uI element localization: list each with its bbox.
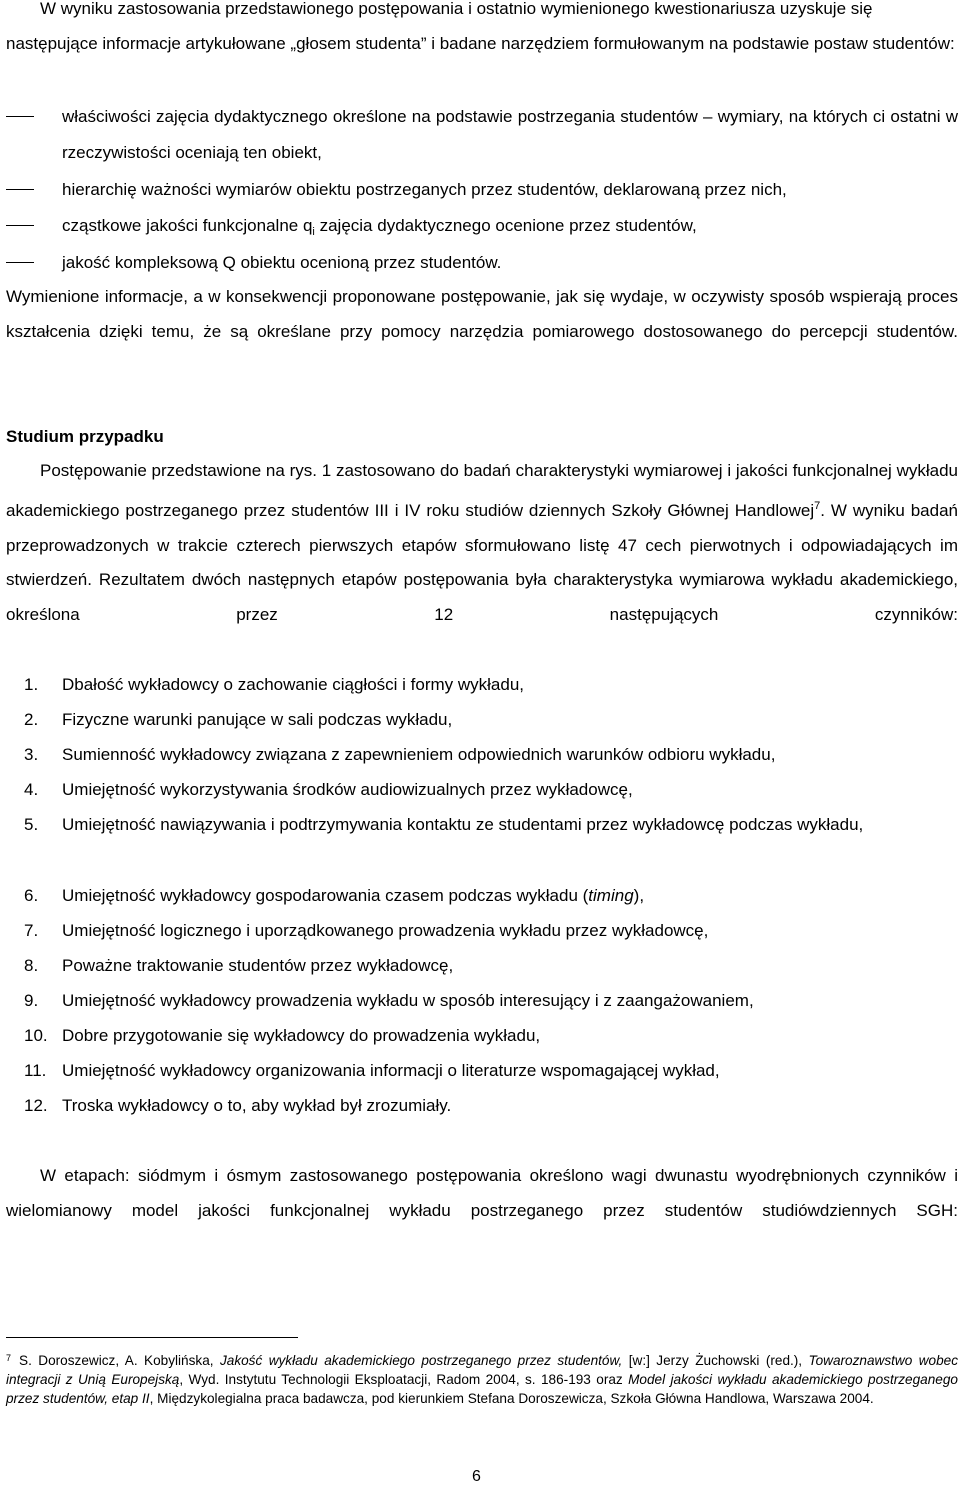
bullet-list — [0, 99, 960, 281]
factor-list — [0, 667, 960, 1123]
list-number: 10. — [24, 1025, 48, 1045]
list-number: 1. — [24, 675, 39, 694]
footnote-text: , Międzykolegialna praca badawcza, pod kierunkiem Stefana Doroszewicza, Szkoła Główna Handlowa, Warszawa 2004. — [149, 1391, 874, 1406]
case-study-text-tail: . W wyniku badań przeprowadzonych w trakcie czterech pierwszych etapów sformułowano listę 47 cech pierwotnych i odpowiadających im stwierdzeń. Rezultatem dwóch następnych etapów postępowania była charakterystyka wymiarowa wykładu akademickiego, określona przez 12 następujących czynników: — [6, 500, 958, 625]
footnote — [6, 1349, 958, 1408]
list-text: Troska wykładowcy o to, aby wykład był zrozumiały. — [62, 1096, 452, 1116]
list-text-tail: ), — [633, 885, 645, 905]
page-number: 6 — [472, 1468, 481, 1485]
list-number: 12. — [24, 1096, 48, 1116]
bullet-text-tail: zajęcia dydaktycznego ocenione przez studentów, — [314, 216, 697, 236]
dash-marker — [6, 225, 34, 226]
paragraph-2: Wymienione informacje, a w konsekwencji proponowane postępowanie, jak się wydaje, w oczywisty sposób wspierają proces kształcenia dzięki temu, że są określane przy pomocy narzędzia pomiarowego dostosowanego do percepcji studentów. — [6, 287, 958, 341]
footnote-divider — [6, 1337, 298, 1338]
list-text: Sumienność wykładowcy związana z zapewnieniem odpowiednich warunków odbioru wykładu, — [62, 745, 776, 765]
footnote-title: Model jakości wykładu akademickiego postrzeganego przez studentów, etap II — [6, 1372, 958, 1406]
list-number: 6. — [24, 885, 39, 905]
case-study-paragraph — [6, 454, 958, 633]
list-item — [0, 667, 960, 702]
list-number: 5. — [24, 815, 39, 835]
footnote-mark: 7 — [6, 1353, 12, 1363]
footnote-ref[interactable]: 7 — [814, 499, 821, 512]
list-item — [0, 807, 960, 877]
list-item — [0, 702, 960, 737]
list-item — [0, 878, 960, 913]
list-text: Poważne traktowanie studentów przez wykładowcę, — [62, 955, 454, 975]
footnote-title: Towaroznawstwo wobec integracji z Unią Europejską — [6, 1353, 958, 1387]
list-number: 7. — [24, 920, 39, 940]
list-item — [0, 737, 960, 772]
list-number: 9. — [24, 990, 39, 1010]
closing-paragraph: W etapach: siódmym i ósmym zastosowanego postępowania określono wagi dwunastu wyodrębnionych czynników i wielomianowy model jakości funkcjonalnej wykładu postrzeganego przez studentów studiówdziennych SGH: — [6, 1166, 958, 1220]
bullet-item — [0, 208, 960, 244]
list-text: Umiejętność wykładowcy gospodarowania czasem podczas wykładu ( — [62, 885, 589, 905]
list-number: 11. — [24, 1061, 47, 1081]
list-text: Dobre przygotowanie się wykładowcy do prowadzenia wykładu, — [62, 1025, 541, 1045]
bullet-text: jakość kompleksową Q obiektu ocenioną przez studentów. — [62, 252, 502, 272]
dash-marker — [6, 189, 34, 190]
dash-marker — [6, 116, 34, 117]
list-text: Umiejętność wykorzystywania środków audiowizualnych przez wykładowcę, — [62, 780, 633, 800]
bullet-item — [0, 99, 960, 172]
list-number: 4. — [24, 780, 39, 800]
list-number: 2. — [24, 710, 39, 730]
list-item — [0, 983, 960, 1018]
list-item — [0, 948, 960, 983]
list-text: Dbałość wykładowcy o zachowanie ciągłości i formy wykładu, — [62, 675, 525, 694]
list-number: 3. — [24, 745, 39, 765]
list-number: 8. — [24, 955, 39, 975]
list-text: Umiejętność logicznego i uporządkowanego prowadzenia wykładu przez wykładowcę, — [62, 920, 709, 940]
list-item — [0, 1053, 960, 1088]
subscript-index: i — [312, 226, 315, 239]
list-item — [0, 1018, 960, 1053]
list-item — [0, 1088, 960, 1123]
list-text: Umiejętność nawiązywania i podtrzymywania kontaktu ze studentami przez wykładowcę podczas wykładu, — [62, 815, 864, 835]
dash-marker — [6, 262, 34, 263]
bullet-item — [0, 245, 960, 281]
footnote-title: Jakość wykładu akademickiego postrzeganego przez studentów, — [219, 1353, 623, 1368]
list-item — [0, 913, 960, 948]
footnote-text: [w:] Jerzy Żuchowski (red.), — [622, 1353, 809, 1368]
bullet-text: hierarchię ważności wymiarów obiektu postrzeganych przez studentów, deklarowaną przez nich, — [62, 179, 787, 199]
section-heading: Studium przypadku — [6, 427, 164, 446]
case-study-text: Postępowanie przedstawione na rys. 1 zastosowano do badań charakterystyki wymiarowej i jakości funkcjonalnej wykładu akademickiego postrzeganego przez studentów III i IV roku studiów dziennych Szkoły Głównej Handlowej — [6, 461, 958, 520]
list-text: Umiejętność wykładowcy prowadzenia wykładu w sposób interesujący i z zaangażowaniem, — [62, 990, 754, 1010]
bullet-item — [0, 172, 960, 208]
bullet-text: cząstkowe jakości funkcjonalne q — [62, 216, 313, 236]
list-text: Fizyczne warunki panujące w sali podczas wykładu, — [62, 710, 453, 730]
italic-term: timing — [588, 885, 634, 905]
list-item — [0, 772, 960, 807]
footnote-authors: S. Doroszewicz, A. Kobylińska, — [19, 1353, 220, 1368]
bullet-text: właściwości zajęcia dydaktycznego określone na podstawie postrzegania studentów – wymiary, na których ci ostatni w rzeczywistości oceniają ten obiekt, — [62, 107, 958, 163]
footnote-text: , Wyd. Instytutu Technologii Eksploatacji, Radom 2004, s. 186-193 oraz — [179, 1372, 629, 1387]
intro-paragraph: W wyniku zastosowania przedstawionego postępowania i ostatnio wymienionego kwestionariusza uzyskuje się następujące informacje artykułowane „głosem studenta” i badane narzędziem formułowanym na podstawie postaw studentów: — [6, 0, 955, 53]
list-text: Umiejętność wykładowcy organizowania informacji o literaturze wspomagającej wykład, — [62, 1061, 720, 1081]
